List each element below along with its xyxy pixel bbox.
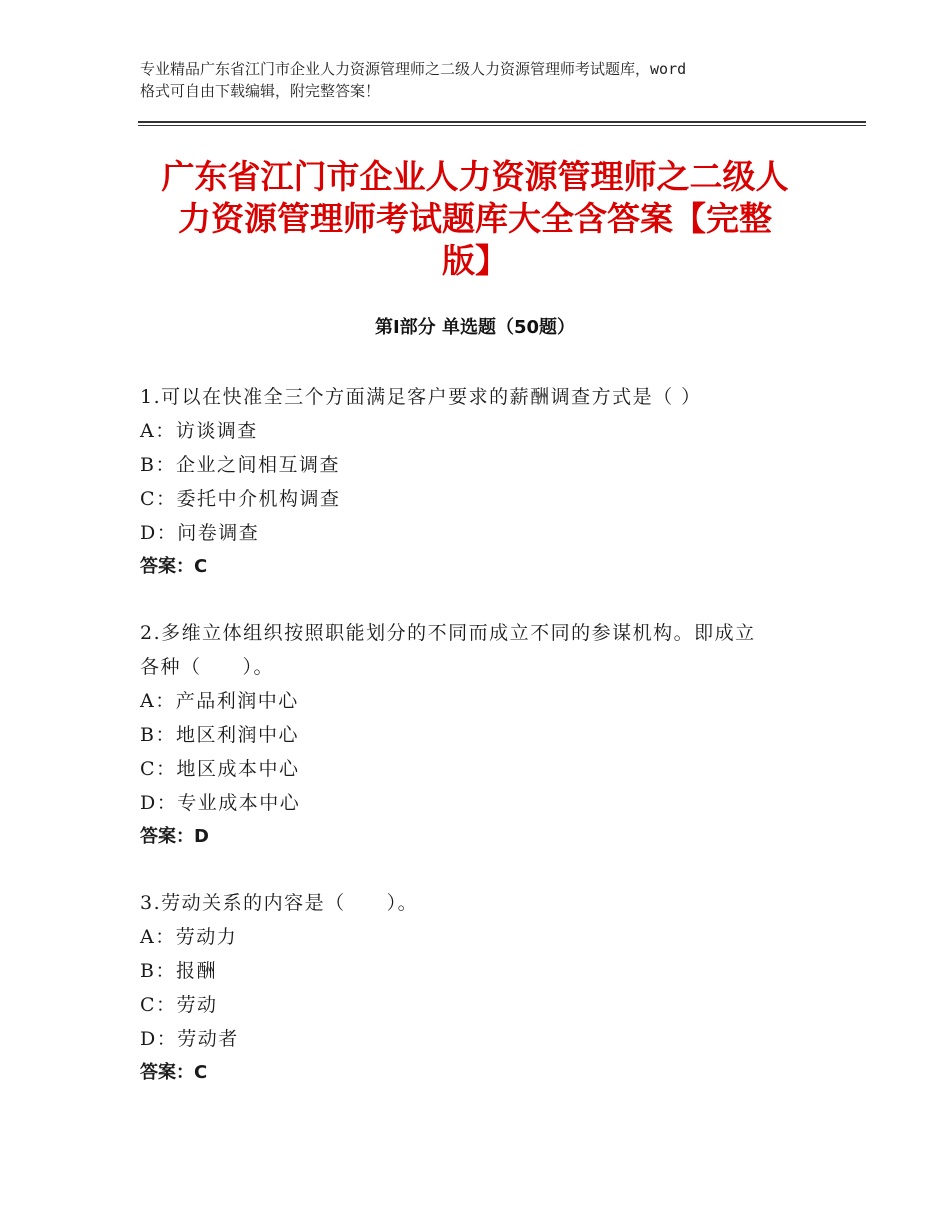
header-note-line-1: 专业精品广东省江门市企业人力资源管理师之二级人力资源管理师考试题库，word [140,60,687,78]
document-title-line-3: 版】 [442,241,508,280]
document-title [120,156,830,282]
header-divider-thin [138,125,866,126]
section-title: 第Ⅰ部分 单选题（50题） [374,317,575,338]
question-3-option-c: C：劳动 [140,994,218,1016]
question-2-stem-line-1: 2.多维立体组织按照职能划分的不同而成立不同的参谋机构。即成立 [140,622,756,644]
question-3-option-b: B：报酬 [140,960,217,982]
question-3-option-d: D：劳动者 [140,1028,239,1050]
question-1-answer: 答案：C [140,556,208,577]
question-1-option-a: A：访谈调查 [140,420,258,442]
question-1-option-c: C：委托中介机构调查 [140,488,341,510]
question-2 [140,616,810,854]
question-1 [140,380,810,584]
question-2-option-a: A：产品利润中心 [140,690,299,712]
header-note-line-2: 格式可自由下载编辑，附完整答案！ [140,82,381,100]
document-title-line-2: 力资源管理师考试题库大全含答案【完整 [178,199,772,238]
question-1-stem: 1.可以在快准全三个方面满足客户要求的薪酬调查方式是（ ） [140,386,702,408]
question-3 [140,886,810,1090]
question-1-option-b: B：企业之间相互调查 [140,454,340,476]
question-2-option-c: C：地区成本中心 [140,758,300,780]
question-3-option-a: A：劳动力 [140,926,238,948]
question-2-stem-line-2: 各种（ ）。 [140,656,275,678]
question-2-answer: 答案：D [140,826,209,847]
header-divider-thick [138,121,866,123]
question-2-option-b: B：地区利润中心 [140,724,299,746]
question-3-stem: 3.劳动关系的内容是（ ）。 [140,892,419,914]
question-2-option-d: D：专业成本中心 [140,792,301,814]
question-3-answer: 答案：C [140,1062,208,1083]
question-list [140,380,810,1122]
question-1-option-d: D：问卷调查 [140,522,260,544]
document-title-line-1: 广东省江门市企业人力资源管理师之二级人 [161,157,789,196]
header-note [140,58,830,102]
